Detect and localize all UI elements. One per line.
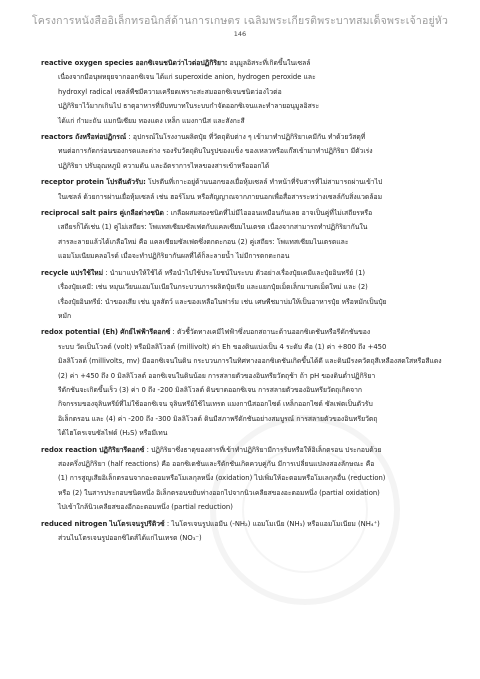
entry-definition-line: มิลลิโวลต์ (millivolts, mv) มีออกซิเจนในดิน กระบวนการในทิศทางออกซิเดชันเกิดขึ้นได้ดี และดินมีรงควัตถุสีเหลืองสดใสหรือสีแดง bbox=[58, 357, 442, 366]
entry-definition-line: (1) การสูญเสียอิเล็กตรอนจากอะตอมหรือโมเลกุลหนึ่ง (oxidation) ไปเพิ่มให้อะตอมหรือโมเลกุลอื่น (reduction) bbox=[58, 474, 386, 483]
entry-thai-term: โปรตีนตัวรับ: bbox=[106, 178, 146, 187]
entry-first-line bbox=[41, 56, 446, 70]
entry-definition-line: เรื่องปุ๋ยเคมี: เช่น หมุนเวียนแอมโมเนียในกระบวนการผลิตปุ๋ยเรีย และแยกปุ๋ยเม็ดเล็กมาบดเม็ดใหม่ และ (2) bbox=[58, 283, 368, 292]
entry-term: reactors bbox=[41, 133, 73, 142]
entry-definition-line: ในเซลล์ ด้วยการผ่านเยื่อหุ้มเซลล์ เช่น ฮอร์โมน หรือสัญญาณจากภายนอกเพื่อสื่อสารระหว่างเซลล์กับสิ่งแวดล้อม bbox=[58, 192, 383, 201]
entry-definition-start: : เกลือผสมสองชนิดที่ไม่มีไอออนเหมือนกันเลย อาจเป็นคู่ที่ไม่เสถียรหรือ bbox=[163, 209, 373, 218]
entry-first-line bbox=[41, 443, 446, 457]
entry-definition-start: : ไนโตรเจนรูปแอมีน (-NH₂) แอมโมเนีย (NH₃) หรือแอมโมเนียม (NH₄⁺) bbox=[164, 519, 380, 528]
entry-term: redox potential (Eh) bbox=[41, 328, 119, 337]
entry-thai-term: ไนโตรเจนรูปรีดิวซ์ bbox=[109, 519, 165, 528]
page-number: 146 bbox=[233, 30, 247, 38]
entry-definition-start: โปรตีนที่เกาะอยู่ด้านนอกของเยื่อหุ้มเซลล์ ทำหน้าที่รับสารที่ไม่สามารถผ่านเข้าไป bbox=[145, 178, 383, 187]
entry-thai-term: ออกซิเจนชนิดว่าไวต่อปฏิกิริยา: bbox=[135, 59, 228, 67]
entry-term: receptor protein bbox=[41, 178, 105, 187]
entry-definition-line: รีดักชันจะเกิดขึ้นเร็ว (3) ค่า 0 ถึง -200 มิลลิโวลต์ ดินขาดออกซิเจน การสลายตัวของอินทรียวัตถุเกิดจาก bbox=[58, 385, 363, 394]
entry-first-line bbox=[41, 266, 446, 280]
entry-definition-line: hydroxyl radical เซลล์พืชมีความเครียดเพราะสะสมออกซิเจนชนิดว่องไวต่อ bbox=[58, 87, 282, 96]
entry-term: redox reaction bbox=[41, 445, 97, 454]
entry-first-line bbox=[41, 325, 446, 339]
entry-first-line bbox=[41, 130, 446, 144]
entry-definition-start: อนุมูลอิสระที่เกิดขึ้นในเซลล์ bbox=[227, 59, 311, 67]
entry-term: reactive oxygen species bbox=[41, 59, 134, 67]
entry-definition-line: สองครึ่งปฏิกิริยา (half reactions) คือ ออกซิเดชันและรีดักชันเกิดควบคู่กัน มีการเปลี่ยนแปลงสองลักษณะ คือ bbox=[58, 459, 375, 468]
entry-first-line bbox=[41, 206, 446, 220]
entry-definition-line: กิจกรรมของจุลินทรีย์ที่ไม่ใช้ออกซิเจน จุลินทรีย์ใช้ไนเทรต แมงกานีสออกไซด์ เหล็กออกไซด์ ซัลเฟตเป็นตัวรับ bbox=[58, 400, 373, 409]
entry-thai-term: ศักย์ไฟฟ้ารีดอกซ์ bbox=[120, 328, 171, 337]
entry-definition-line: อิเล็กตรอน และ (4) ค่า -200 ถึง -300 มิลลิโวลต์ ดินมีสภาพรีดักชันอย่างสมบูรณ์ การสลายตัวของอินทรียวัตถุ bbox=[58, 414, 378, 423]
book-header: โครงการหนังสืออิเล็กทรอนิกส์ด้านการเกษตร เฉลิมพระเกียรติพระบาทสมเด็จพระเจ้าอยู่หัว bbox=[31, 15, 449, 27]
entry-thai-term: ปฏิกิริยารีดอกซ์ bbox=[99, 445, 145, 454]
entry-definition-start: : นำมาแปรให้ใช้ได้ หรือนำไปใช้ประโยชน์ในระบบ ตัวอย่างเรื่องปุ๋ยเคมีและปุ๋ยอินทรีย์ (1) bbox=[103, 268, 366, 277]
glossary-entry bbox=[41, 175, 446, 204]
glossary-entry bbox=[41, 206, 446, 264]
entry-definition-line: ส่วนไนโตรเจนรูปออกซิไดส์ได้แก่ไนเทรต (NO₃⁻) bbox=[58, 534, 202, 542]
glossary-body bbox=[41, 56, 446, 547]
entry-thai-term: แปรใช้ใหม่ bbox=[70, 268, 104, 277]
entry-definition-line: ปฏิกิริยาไว้มากเกินไป ธาตุอาหารที่มีบทบาทในระบบกำจัดออกซิเจนและทำลายอนุมูลอิสระ bbox=[58, 102, 320, 111]
entry-definition-line: เนื่องจากมีอนุพหยุยจากออกซิเจน ได้แก่ superoxide anion, hydrogen peroxide และ bbox=[58, 73, 316, 82]
entry-definition-start: : อุปกรณ์ในโรงงานผลิตปุ๋ย ที่วัตถุดิบต่าง ๆ เข้ามาทำปฏิกิริยาเคมีกัน ทำด้วยวัสดุที่ bbox=[126, 133, 366, 142]
entry-definition-line: เสถียรก็ได้เช่น (1) คู่ไม่เสถียร: โพแทสเซียมซัลเฟตกับแคลเซียมไนเตรต เนื่องจากสามารถทำปฏิกิริยากันใน bbox=[58, 223, 368, 232]
glossary-entry bbox=[41, 325, 446, 440]
entry-first-line bbox=[41, 175, 446, 189]
glossary-entry bbox=[41, 130, 446, 173]
entry-definition-line: เรื่องปุ๋ยอินทรีย์: นำของเสีย เช่น มูลสัตว์ และของเหลือในฟาร์ม เช่น เศษพืชมาบ่มให้เป็นอาหารปุ๋ย หรือหมักเป็นปุ๋ย bbox=[58, 297, 387, 306]
entry-term: reciprocal salt pairs bbox=[41, 209, 118, 218]
glossary-entry bbox=[41, 517, 446, 546]
entry-definition-line: หรือ (2) ในสารประกอบชนิดหนึ่ง อิเล็กตรอนขยับห่างออกไปจากนิวเคลียสของอะตอมหนึ่ง (partial oxidation) bbox=[58, 488, 380, 497]
glossary-entry bbox=[41, 266, 446, 324]
entry-definition-start: : ตัวชี้วัดทางเคมีไฟฟ้าซึ่งบอกสถานะด้านออกซิเดชันหรือรีดักชันของ bbox=[170, 328, 371, 337]
entry-definition-line: แอมโมเนียมคลอไรด์ เมื่อจะทำปฏิกิริยากันผลที่ได้ก็ละลายน้ำ ไม่มีการตกตะกอน bbox=[58, 252, 290, 261]
entry-definition-line: ปฏิกิริยา ปรับอุณหภูมิ ความดัน และอัตราการไหลของสารเข้าหรือออกได้ bbox=[58, 161, 270, 170]
entry-definition-line: ได้ไฮโดรเจนซัลไฟด์ (H₂S) หรือมีเทน bbox=[58, 429, 168, 438]
entry-definition-line: ทนต่อการกัดกร่อนของกรดและด่าง รองรับวัตถุดิบในรูปของแข็ง ของเหลวหรือแก๊สเข้ามาทำปฏิกิริยา มีตัวเร่ง bbox=[58, 147, 373, 156]
entry-definition-line: ได้แก่ กำมะถัน แมกนีเซียม ทองแดง เหล็ก แมงกานีส และสังกะสี bbox=[58, 116, 245, 125]
entry-thai-term: คู่เกลือต่างชนิด bbox=[119, 209, 164, 218]
entry-definition-line: ไปเข้าใกล้นิวเคลียสของอีกอะตอมหนึ่ง (partial reduction) bbox=[58, 503, 233, 512]
entry-definition-line: สารละลายแล้วได้เกลือใหม่ คือ แคลเซียมซัลเฟตซึ่งตกตะกอน (2) คู่เสถียร: โพแทสเซียมไนเตรตและ bbox=[58, 237, 349, 246]
entry-thai-term: ถังหรือท่อปฏิกรณ์ bbox=[75, 133, 127, 142]
entry-term: reduced nitrogen bbox=[41, 519, 108, 528]
glossary-entry bbox=[41, 443, 446, 515]
entry-definition-line: (2) ค่า +450 ถึง 0 มิลลิโวลต์ ออกซิเจนในดินน้อย การสลายตัวของอินทรียวัตถุช้า ถ้า pH ของดินต่ำปฏิกิริยา bbox=[58, 371, 376, 380]
glossary-entry bbox=[41, 56, 446, 128]
entry-first-line bbox=[41, 517, 446, 531]
entry-definition-line: หมัก bbox=[58, 311, 72, 320]
entry-definition-start: : ปฏิกิริยาซึ่งธาตุของสารที่เข้าทำปฏิกิริยามีการรับหรือให้อิเล็กตรอน ประกอบด้วย bbox=[144, 445, 382, 454]
entry-definition-line: ระบบ วัดเป็นโวลต์ (volt) หรือมิลลิโวลต์ (millivolt) ค่า Eh ของดินแบ่งเป็น 4 ระดับ คือ (1) ค่า +800 ถึง +450 bbox=[58, 342, 387, 351]
entry-term: recycle bbox=[41, 268, 69, 277]
